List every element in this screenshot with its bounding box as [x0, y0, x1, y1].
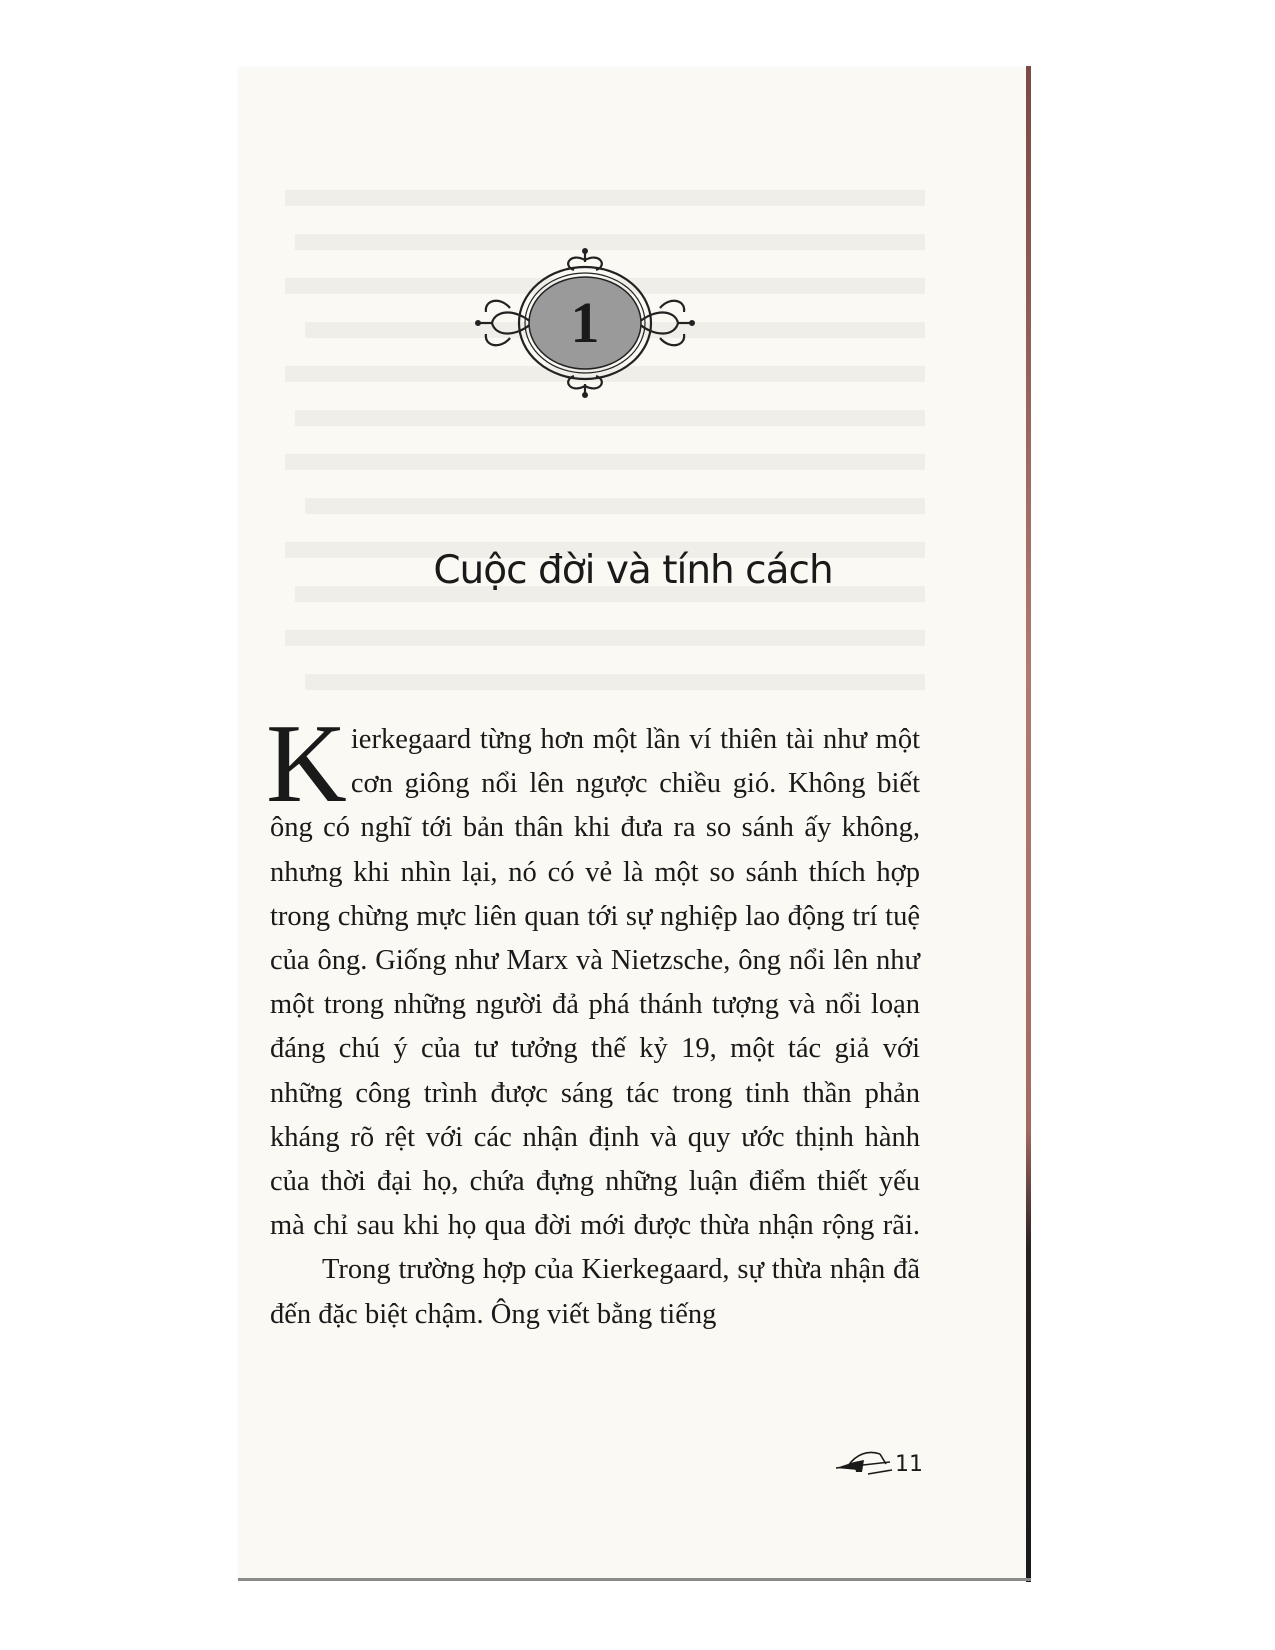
page-number: 11: [895, 1452, 923, 1477]
chapter-title: Cuộc đời và tính cách: [433, 548, 833, 593]
chapter-ornament: [470, 248, 700, 398]
page-bottom-edge: [238, 1578, 1031, 1581]
paragraph-2: Trong trường hợp của Kierkegaard, sự thừa nhận đã đến đặc biệt chậm. Ông viết bằng tiếng: [270, 1254, 920, 1330]
paragraph-1-text: ierkegaard từng hơn một lần ví thiên tài như một cơn giông nổi lên ngược chiều gió. Không biết ông có nghĩ tới bản thân khi đưa ra so sánh ấy không, nhưng khi nhìn lại, nó có vẻ là một so sánh thích hợp trong chừng mực liên quan tới sự nghiệp lao động trí tuệ của ông. Giống như Marx và Nietzsche, ông nổi lên như một trong những người đả phá thánh tượng và nổi loạn đáng chú ý của tư tưởng thế kỷ 19, một tác giả với những công trình được sáng tác trong tinh thần phản kháng rõ rệt với các nhận định và quy ước thịnh hành của thời đại họ, chứa đựng những luận điểm thiết yếu mà chỉ sau khi họ qua đời mới được thừa nhận rộng rãi.: [270, 724, 920, 1242]
chapter-body: [266, 702, 920, 1337]
quill-pen-icon: [834, 1444, 896, 1478]
paragraph-1: [266, 702, 920, 1248]
chapter-number: 1: [570, 290, 600, 355]
page-edge: [1026, 66, 1031, 1582]
drop-cap: K: [266, 702, 347, 826]
